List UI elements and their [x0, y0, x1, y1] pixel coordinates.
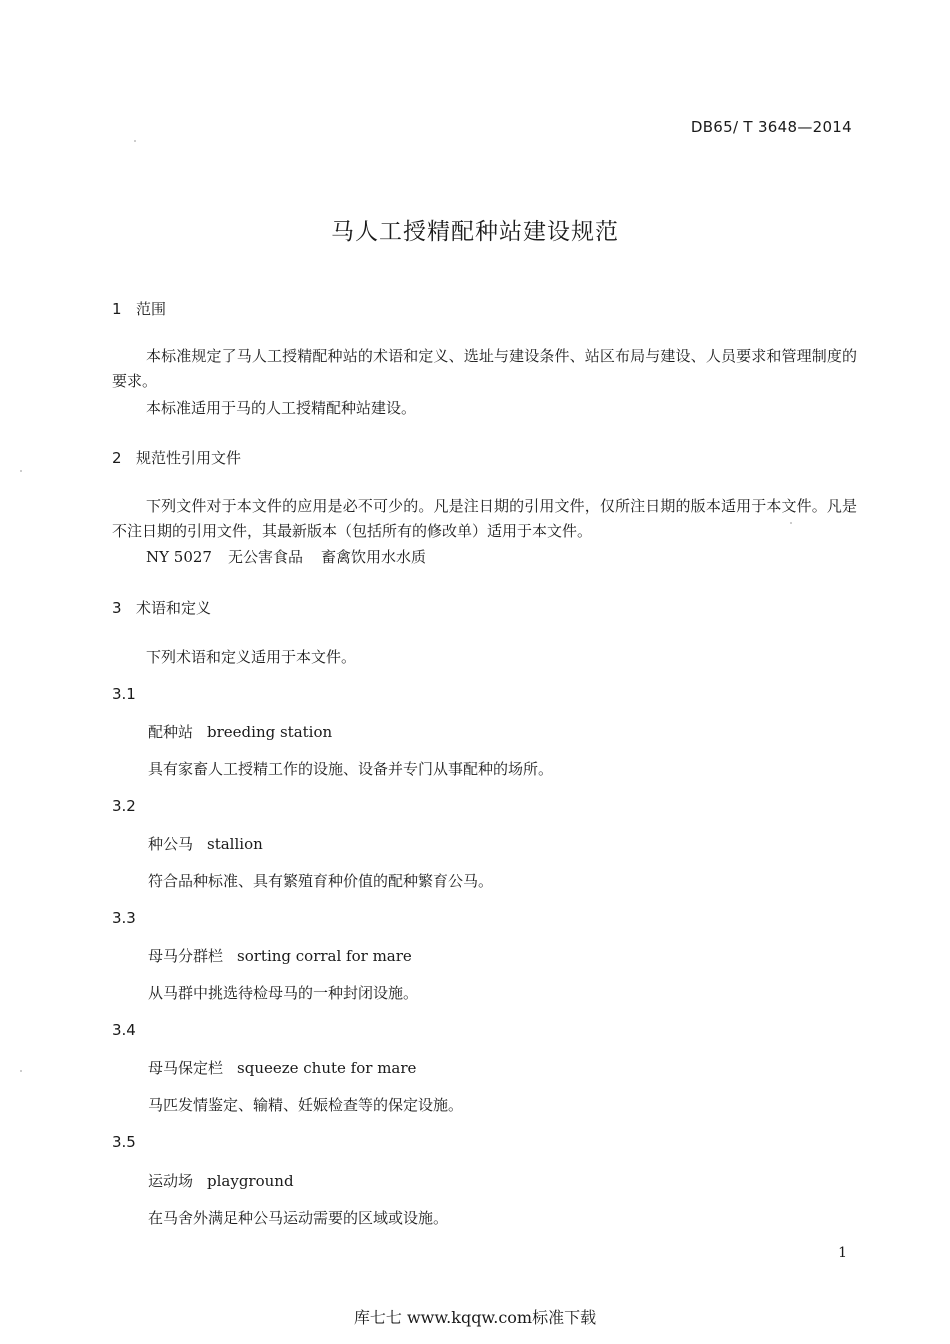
term-definition: 马匹发情鉴定、输精、妊娠检查等的保定设施。 [148, 1096, 464, 1114]
section-number: 2 [112, 449, 122, 467]
term-definition: 具有家畜人工授精工作的设施、设备并专门从事配种的场所。 [148, 760, 554, 778]
term-definition: 在马舍外满足种公马运动需要的区域或设施。 [148, 1209, 449, 1227]
term-entry [148, 945, 412, 966]
scan-speck [134, 140, 136, 142]
footer-watermark: 库七七 www.kqqw.com标准下载 [353, 1308, 597, 1327]
reference-code: NY 5027 [146, 548, 212, 566]
term-number: 3.5 [112, 1133, 136, 1151]
term-number: 3.1 [112, 685, 136, 703]
page-number: 1 [838, 1245, 847, 1261]
section-number: 1 [112, 300, 122, 318]
term-entry [148, 1170, 294, 1191]
term-en: sorting corral for mare [237, 947, 412, 965]
section-title: 范围 [136, 300, 167, 318]
section-heading-normative-refs [112, 447, 241, 468]
term-entry [148, 833, 263, 854]
reference-title-part1: 无公害食品 [227, 548, 303, 566]
section-number: 3 [112, 599, 122, 617]
term-entry [148, 721, 332, 742]
term-number: 3.4 [112, 1021, 136, 1039]
terms-intro: 下列术语和定义适用于本文件。 [146, 648, 357, 666]
term-en: squeeze chute for mare [237, 1059, 417, 1077]
scope-paragraph-1: 本标准规定了马人工授精配种站的术语和定义、选址与建设条件、站区布局与建设、人员要求和管理制度的要求。 [112, 347, 857, 390]
term-entry [148, 1057, 416, 1078]
term-number: 3.3 [112, 909, 136, 927]
normative-refs-paragraph: 下列文件对于本文件的应用是必不可少的。凡是注日期的引用文件，仅所注日期的版本适用于本文件。凡是不注日期的引用文件，其最新版本（包括所有的修改单）适用于本文件。 [112, 497, 857, 540]
term-definition: 从马群中挑选待检母马的一种封闭设施。 [148, 984, 419, 1002]
term-number: 3.2 [112, 797, 136, 815]
term-zh: 配种站 [148, 723, 194, 741]
scan-speck [20, 1070, 22, 1072]
term-zh: 母马保定栏 [148, 1059, 224, 1077]
term-zh: 运动场 [148, 1172, 194, 1190]
reference-entry [146, 546, 426, 567]
term-en: breeding station [207, 723, 333, 741]
scope-paragraph-2: 本标准适用于马的人工授精配种站建设。 [146, 399, 417, 417]
scan-speck [20, 470, 22, 472]
scan-speck [790, 522, 792, 524]
term-zh: 种公马 [148, 835, 194, 853]
term-en: playground [207, 1172, 294, 1190]
term-definition: 符合品种标准、具有繁殖育种价值的配种繁育公马。 [148, 872, 494, 890]
term-en: stallion [207, 835, 263, 853]
reference-title-part2: 畜禽饮用水水质 [321, 548, 427, 566]
section-title: 术语和定义 [136, 599, 212, 617]
section-title: 规范性引用文件 [136, 449, 242, 467]
standard-number: DB65/ T 3648—2014 [690, 118, 852, 136]
section-heading-scope [112, 298, 166, 319]
page-title: 马人工授精配种站建设规范 [331, 219, 619, 245]
section-heading-terms [112, 597, 211, 618]
term-zh: 母马分群栏 [148, 947, 224, 965]
